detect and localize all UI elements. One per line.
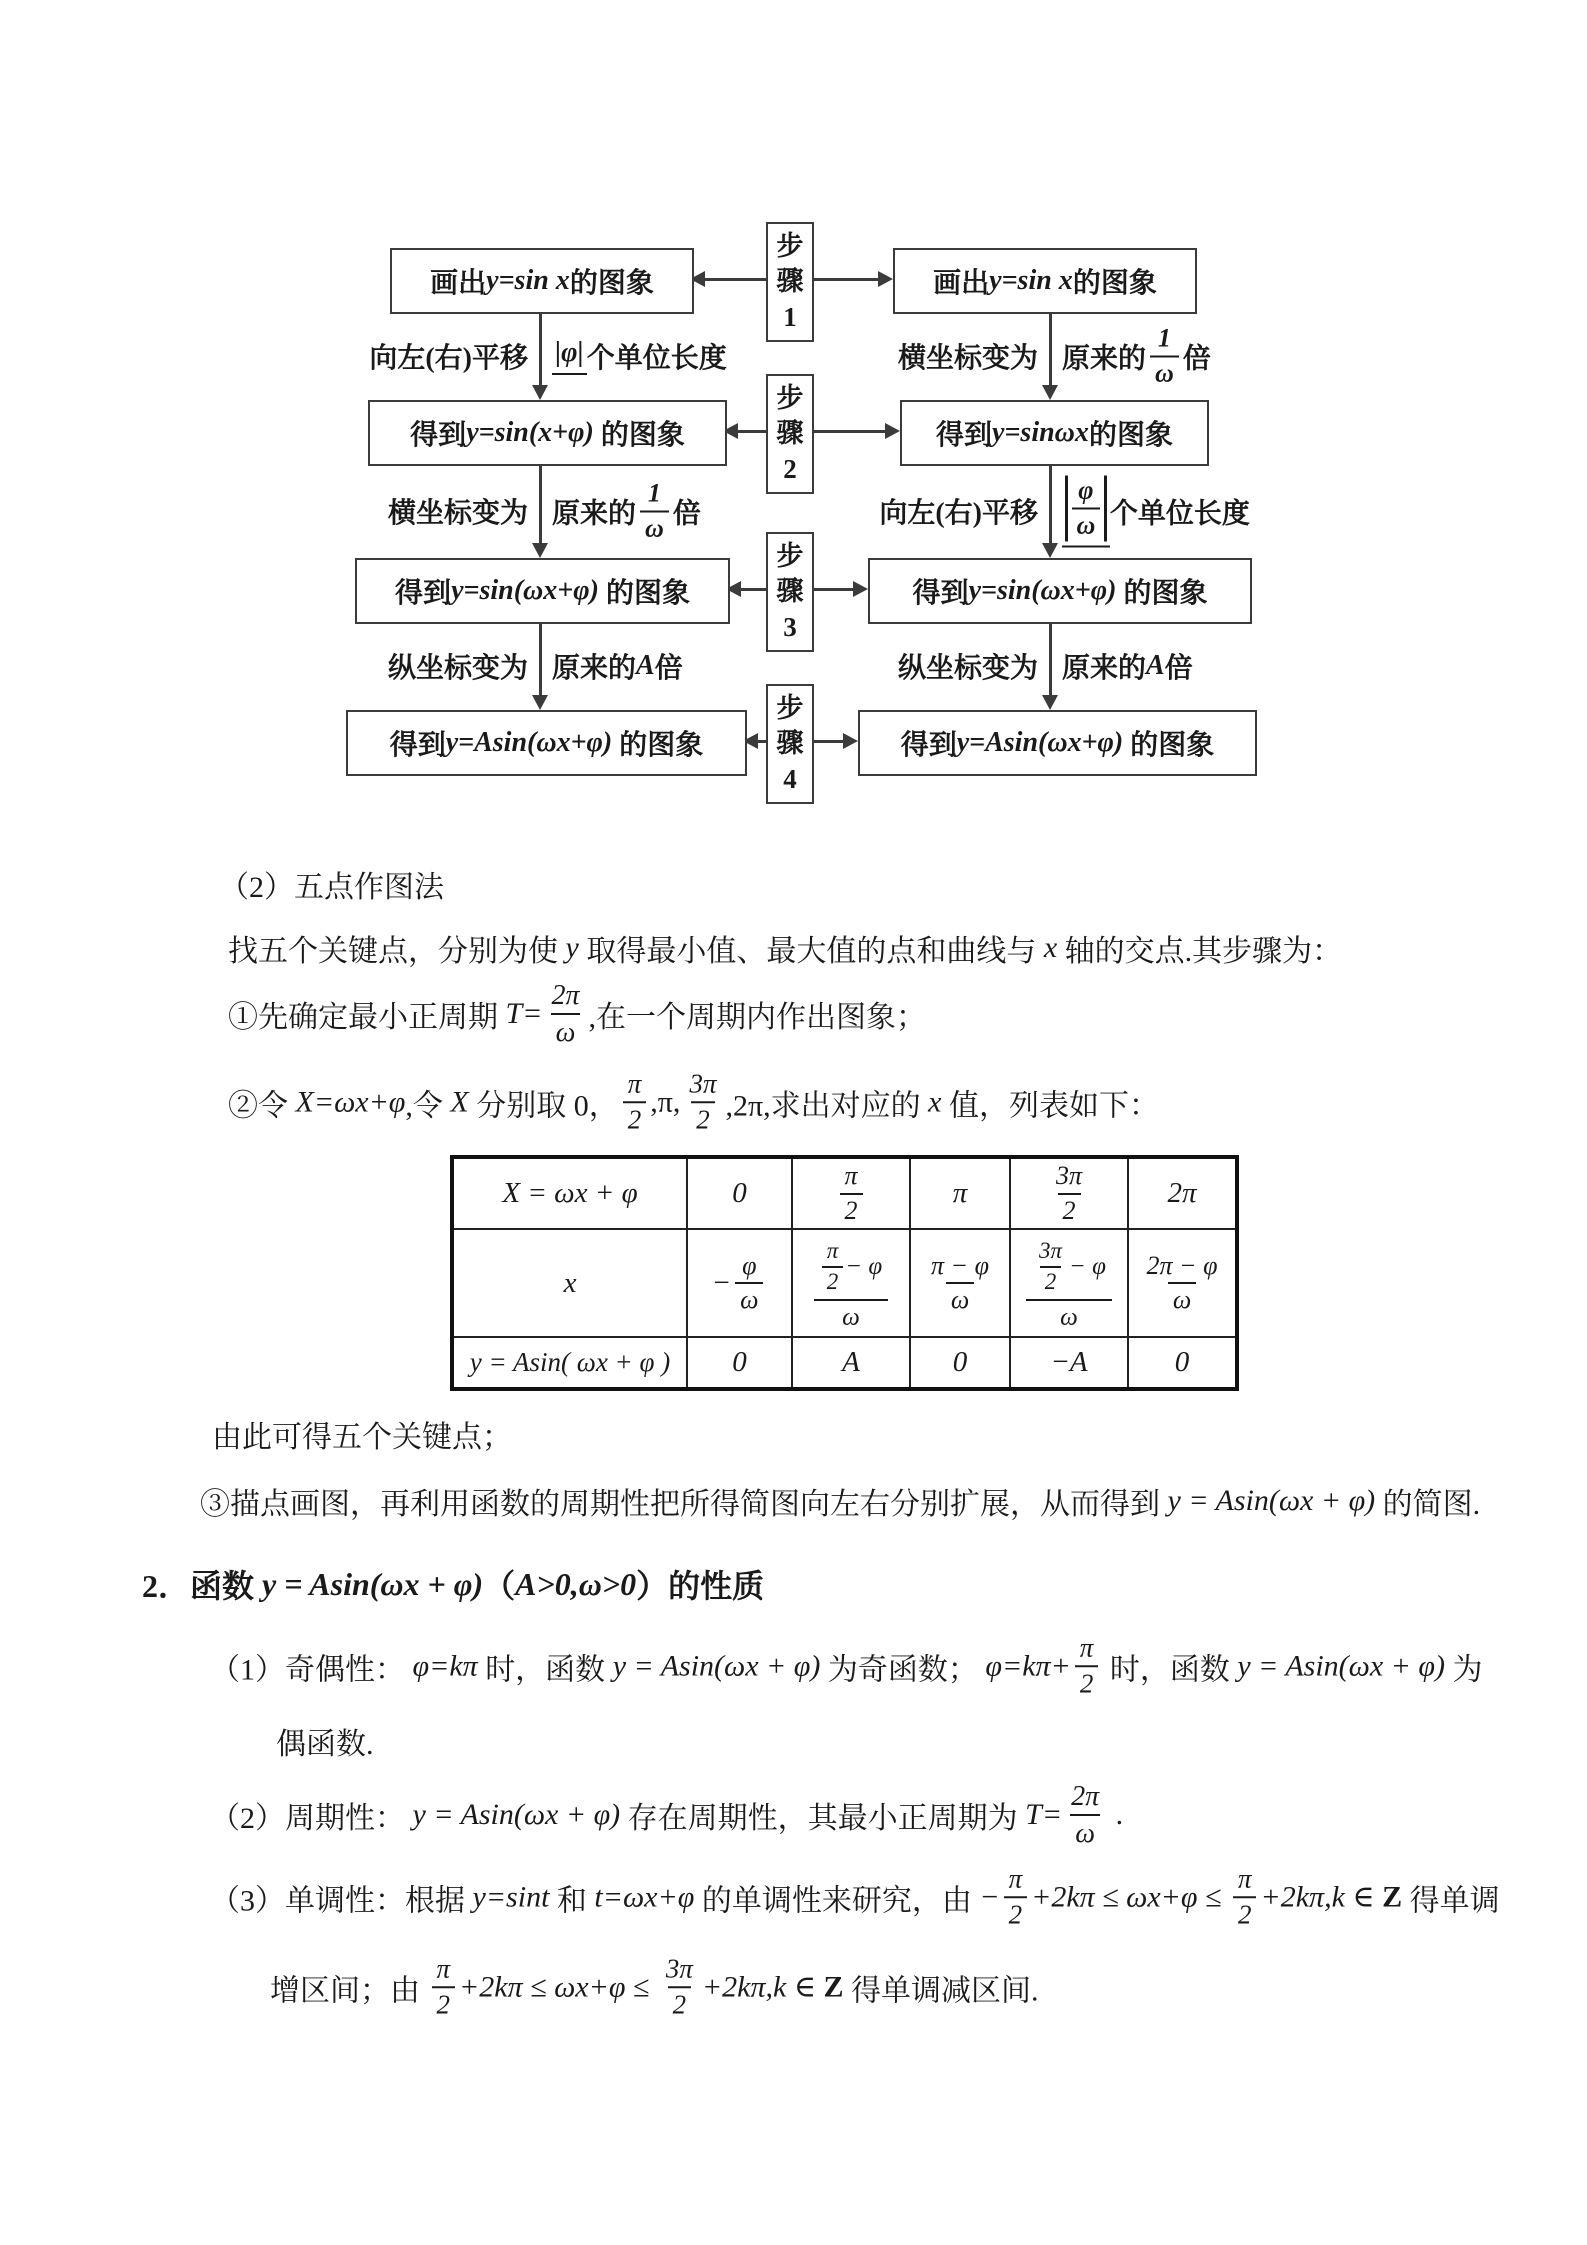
label-math: A [636, 650, 655, 681]
transform-label [898, 336, 1038, 376]
text: （1）奇偶性： [210, 1653, 413, 1686]
text: ,π, [650, 1085, 681, 1118]
math: y = Asin(ωx + φ) [1237, 1649, 1445, 1682]
label-text: 倍 [672, 498, 701, 529]
heading-text: 2．函数 [142, 1568, 263, 1604]
label-text: 纵坐标变为 [387, 653, 528, 684]
box-text: 得到 [389, 730, 446, 761]
paragraph-mono-line1 [210, 1862, 1500, 1932]
label-text: 个单位长度 [586, 343, 727, 374]
abs-bar-icon [1065, 475, 1068, 541]
fraction [1142, 1250, 1223, 1317]
denominator: 2 [1075, 1665, 1099, 1701]
numerator: π [627, 1068, 642, 1099]
paragraph-mono-line2 [270, 1952, 1039, 2022]
arrow-down-icon [532, 385, 548, 400]
text: 存在周期性，其最小正周期为 [620, 1802, 1026, 1835]
denominator: 2 [1233, 1896, 1257, 1932]
arrow-right-icon [878, 271, 893, 287]
step-label: 步骤4 [776, 693, 804, 794]
text: （2）周期性： [210, 1802, 413, 1835]
abs-phi-omega [1062, 475, 1110, 548]
arrow-down-icon [1042, 695, 1058, 710]
arrow-line [1049, 464, 1052, 543]
fraction [1004, 1862, 1028, 1932]
denominator: ω [735, 1282, 763, 1317]
text: 分别取 0， [468, 1089, 619, 1122]
numerator: 3π [1039, 1237, 1063, 1263]
text: ,在一个周期内作出图象； [588, 1001, 926, 1034]
transform-label [1062, 475, 1250, 548]
box-text: 的图象 [1088, 420, 1173, 451]
heading-math: y = Asin(ωx + φ) [262, 1565, 484, 1602]
arrow-line [810, 430, 887, 433]
cell-text: x [563, 1266, 577, 1299]
box-text: 的图象 [1116, 578, 1208, 609]
fraction [1075, 1631, 1099, 1701]
box-math: y=sinωx [992, 417, 1089, 448]
cell [910, 1337, 1010, 1389]
transform-label [369, 336, 528, 376]
numerator: π [1079, 1632, 1094, 1663]
transform-label [879, 491, 1038, 531]
denominator: ω [1070, 1814, 1100, 1851]
paragraph-step2 [228, 1067, 1159, 1137]
label-text: 倍 [654, 653, 683, 684]
fraction [546, 978, 584, 1050]
box-text: 得到 [410, 420, 467, 451]
arrow-line [810, 740, 845, 743]
rest: − φ [1069, 1252, 1106, 1280]
numerator: 2π − φ [1146, 1250, 1218, 1280]
label-text: 倍 [1182, 343, 1211, 374]
math: y = Asin(ωx + φ) [612, 1649, 821, 1682]
step-box-2 [766, 374, 814, 494]
box-text: 的图象 [598, 578, 690, 609]
text: 偶函数. [276, 1728, 374, 1761]
denominator: 2 [691, 1101, 715, 1137]
numerator [1026, 1237, 1112, 1300]
box-text: 得到 [936, 420, 993, 451]
flow-box-right-1 [893, 248, 1197, 314]
denominator: 2 [822, 1266, 844, 1297]
cell-text: −A [1050, 1346, 1088, 1378]
arrow-down-icon [1042, 543, 1058, 558]
cell [1128, 1229, 1237, 1337]
text: 为 [1445, 1653, 1483, 1686]
integer-set-symbol: Z [823, 1970, 844, 2003]
fraction [1034, 1237, 1067, 1297]
text: 时，函数 [477, 1653, 613, 1686]
numerator: π [1008, 1863, 1023, 1894]
text: 由此可得五个关键点； [212, 1421, 512, 1454]
arrow-line [810, 588, 855, 591]
arrow-line [736, 430, 766, 433]
cell [792, 1337, 910, 1389]
paragraph-parity-line1 [210, 1631, 1483, 1701]
denominator: ω [1150, 355, 1179, 390]
step-label: 步骤2 [776, 383, 804, 484]
paragraph-keypoints [228, 926, 1342, 970]
cell [910, 1229, 1010, 1337]
cell-text: 0 [1174, 1346, 1190, 1378]
cell [687, 1229, 792, 1337]
fraction [839, 1160, 862, 1227]
cell-text: 0 [952, 1346, 968, 1378]
box-text: 的图象 [612, 730, 704, 761]
heading-text: （ [483, 1568, 516, 1604]
denominator: 2 [1058, 1193, 1081, 1228]
box-math: y=Asin(ωx+φ) [956, 727, 1124, 758]
math: X [450, 1085, 469, 1118]
math: T= [505, 997, 543, 1030]
label-text: 横坐标变为 [897, 343, 1038, 374]
step-label: 步骤1 [776, 231, 804, 332]
fraction [822, 1237, 844, 1297]
math: y = Asin(ωx + φ) [412, 1798, 621, 1831]
text: 时，函数 [1102, 1653, 1238, 1686]
text: 得单调 [1402, 1884, 1500, 1917]
transform-label [552, 646, 683, 686]
cell [792, 1229, 910, 1337]
label-text: 横坐标变为 [387, 498, 528, 529]
text: ③描点画图，再利用函数的周期性把所得简图向左右分别扩展，从而得到 [200, 1488, 1168, 1521]
arrow-line [810, 278, 880, 281]
arrow-line [756, 740, 766, 743]
label-text: 原来的 [1062, 343, 1147, 374]
text: . [1108, 1798, 1124, 1831]
flow-box-left-1 [390, 248, 694, 314]
fraction [1066, 1779, 1104, 1851]
denominator: ω [551, 1013, 581, 1050]
abs-bar-icon [1104, 475, 1107, 541]
cell [1010, 1157, 1128, 1229]
numerator: 3π [665, 1953, 693, 1984]
numerator: π [844, 1161, 858, 1190]
denominator: ω [1026, 1299, 1112, 1333]
transform-label [898, 646, 1038, 686]
sign: − [711, 1266, 732, 1299]
fraction [432, 1952, 456, 2022]
math: +2kπ ≤ ωx+φ ≤ [459, 1970, 657, 2003]
numerator: 3π [689, 1068, 717, 1099]
math: +2kπ,k ∈ [1260, 1880, 1383, 1914]
cell-text: y = Asin( ωx + φ ) [469, 1347, 671, 1377]
arrow-right-icon [853, 581, 868, 597]
numerator: π [436, 1953, 451, 1984]
arrow-line [1049, 312, 1052, 385]
label-text: 原来的 [552, 498, 637, 529]
nested-fraction [814, 1237, 888, 1334]
math: T= [1025, 1798, 1063, 1831]
cell [687, 1337, 792, 1389]
text: 得单调减区间. [843, 1974, 1039, 2007]
numerator: 1 [647, 478, 661, 508]
fraction [1072, 475, 1101, 542]
step-box-1 [766, 222, 814, 342]
paragraph-step1 [228, 978, 926, 1050]
transform-label [388, 491, 528, 531]
math: y=sint [472, 1880, 550, 1913]
math: φ=kπ [412, 1649, 478, 1682]
numerator: π − φ [931, 1250, 989, 1280]
cell-x-header [452, 1229, 687, 1337]
cell [910, 1157, 1010, 1229]
heading-math: A>0,ω>0 [515, 1565, 637, 1602]
label-text: 向左(右)平移 [879, 498, 1038, 529]
cell-text: A [842, 1346, 860, 1378]
numerator: 1 [1157, 323, 1171, 353]
arrow-down-icon [1042, 385, 1058, 400]
numerator: π [1237, 1863, 1252, 1894]
flow-box-right-2 [900, 400, 1209, 466]
box-text: 的图象 [569, 268, 654, 299]
cell-text: 0 [732, 1177, 747, 1209]
fraction [684, 1067, 721, 1137]
cell-text: X = ωx + φ [502, 1177, 638, 1209]
numerator: 2π [551, 980, 580, 1011]
transform-label [388, 646, 528, 686]
denominator: 2 [840, 1193, 863, 1228]
math: t=ωx+φ [594, 1880, 695, 1913]
text: ,令 [405, 1089, 451, 1122]
numerator: φ [1078, 475, 1094, 505]
box-text: 的图象 [593, 420, 685, 451]
label-text: 向左(右)平移 [369, 343, 528, 374]
text: ①先确定最小正周期 [228, 1001, 506, 1034]
flow-box-right-3 [868, 558, 1252, 624]
fraction [661, 1952, 698, 2022]
text: 和 [549, 1884, 595, 1917]
numerator: φ [742, 1250, 757, 1280]
denominator: 2 [1004, 1896, 1028, 1932]
arrow-line [539, 622, 542, 695]
step-box-4 [766, 684, 814, 804]
section-2-subtitle [219, 862, 444, 906]
paragraph-parity-line2 [276, 1719, 374, 1763]
transform-label [1062, 323, 1211, 390]
section-2-heading [142, 1561, 764, 1607]
box-text: 得到 [395, 578, 452, 609]
denominator: 2 [668, 1986, 692, 2022]
heading-text: ）的性质 [636, 1568, 765, 1604]
five-point-table [450, 1155, 1239, 1391]
cell-text: π [952, 1177, 968, 1209]
flow-box-left-2 [368, 400, 727, 466]
math: X=ωx+φ [295, 1085, 406, 1118]
paragraph-conclusion [212, 1412, 512, 1456]
box-math: y=sin(x+φ) [466, 417, 594, 448]
numerator [814, 1237, 888, 1300]
box-math: y=sin x [989, 265, 1073, 296]
box-math: y=sin(ωx+φ) [968, 575, 1117, 606]
cell [1010, 1229, 1128, 1337]
arrow-right-icon [885, 423, 900, 439]
text: ②令 [228, 1089, 296, 1122]
text: 找五个关键点，分别为使 [228, 935, 566, 968]
fraction [1051, 1160, 1087, 1227]
abs-phi: |φ| [552, 337, 587, 375]
denominator: ω [1072, 507, 1101, 542]
flow-box-left-4 [346, 710, 747, 776]
box-text: 的图象 [1123, 730, 1215, 761]
label-text: 原来的 [1062, 653, 1147, 684]
step-box-3 [766, 532, 814, 652]
math: +2kπ,k ∈ [701, 1970, 824, 2004]
flow-box-left-3 [355, 558, 730, 624]
fraction [640, 478, 669, 545]
label-math: A [1146, 650, 1165, 681]
transform-label [1062, 646, 1193, 686]
fraction [735, 1250, 763, 1317]
cell [792, 1157, 910, 1229]
numerator: π [826, 1237, 839, 1263]
transform-label [552, 478, 701, 545]
box-text: 画出 [430, 268, 487, 299]
box-math: y=sin(ωx+φ) [451, 575, 599, 606]
text: （3）单调性：根据 [210, 1884, 473, 1917]
box-math: y=Asin(ωx+φ) [445, 727, 613, 758]
denominator: 2 [623, 1101, 647, 1137]
table-row [452, 1229, 1237, 1337]
math: x [928, 1085, 942, 1118]
cell [687, 1157, 792, 1229]
arrow-line [539, 312, 542, 385]
text: 为奇函数； [820, 1653, 986, 1686]
cell [1128, 1337, 1237, 1389]
box-text: 画出 [933, 268, 990, 299]
transform-label [552, 336, 727, 376]
cell [1128, 1157, 1237, 1229]
arrow-line [739, 588, 766, 591]
fraction [926, 1250, 994, 1317]
box-text: 得到 [912, 578, 969, 609]
text: 值，列表如下： [941, 1089, 1159, 1122]
text: 的单调性来研究，由 [694, 1884, 980, 1917]
label-text: 原来的 [552, 653, 637, 684]
arrow-down-icon [532, 695, 548, 710]
math: y = Asin(ωx + φ) [1167, 1484, 1376, 1517]
math: φ=kπ+ [985, 1649, 1071, 1682]
arrow-right-icon [843, 733, 858, 749]
label-text: 纵坐标变为 [897, 653, 1038, 684]
rest: − φ [845, 1252, 883, 1280]
denominator: 2 [1040, 1266, 1062, 1297]
arrow-line [539, 464, 542, 543]
fraction [623, 1067, 647, 1137]
denominator: ω [946, 1282, 974, 1317]
numerator: 2π [1071, 1781, 1100, 1812]
arrow-down-icon [532, 543, 548, 558]
cell-text: 2π [1167, 1177, 1197, 1209]
box-text: 的图象 [1072, 268, 1157, 299]
table-row [452, 1337, 1237, 1389]
denominator: ω [814, 1299, 888, 1333]
neg-fraction [712, 1250, 768, 1317]
cell-X-header [452, 1157, 687, 1229]
cell [1010, 1337, 1128, 1389]
step-label: 步骤3 [776, 541, 804, 642]
denominator: ω [640, 510, 669, 545]
numerator: 3π [1055, 1161, 1083, 1190]
subtitle-text: （2）五点作图法 [219, 871, 444, 904]
math: − [979, 1880, 1000, 1913]
text: ,2π,求出对应的 [725, 1089, 929, 1122]
text: 取得最小值、最大值的点和曲线与 [578, 935, 1044, 968]
arrow-line [1049, 622, 1052, 695]
text: 轴的交点.其步骤为： [1057, 935, 1343, 968]
denominator: 2 [432, 1986, 456, 2022]
arrow-line [703, 278, 766, 281]
math: y [565, 931, 579, 964]
nested-fraction [1026, 1237, 1112, 1334]
label-text: 个单位长度 [1109, 498, 1250, 529]
text: 增区间；由 [270, 1974, 428, 2007]
cell-text: 0 [732, 1346, 747, 1378]
flow-box-right-4 [858, 710, 1257, 776]
box-text: 得到 [900, 730, 957, 761]
label-text: 倍 [1164, 653, 1193, 684]
paragraph-period [210, 1779, 1123, 1851]
math: +2kπ ≤ ωx+φ ≤ [1031, 1880, 1229, 1913]
math: x [1043, 931, 1058, 964]
fraction [1150, 323, 1179, 390]
text: 的简图. [1375, 1488, 1481, 1521]
denominator: ω [1168, 1282, 1196, 1317]
fraction [1233, 1862, 1257, 1932]
table-row [452, 1157, 1237, 1229]
integer-set-symbol: Z [1382, 1880, 1403, 1913]
paragraph-step3 [200, 1479, 1480, 1523]
box-math: y=sin x [486, 265, 570, 296]
cell-y-header [452, 1337, 687, 1389]
